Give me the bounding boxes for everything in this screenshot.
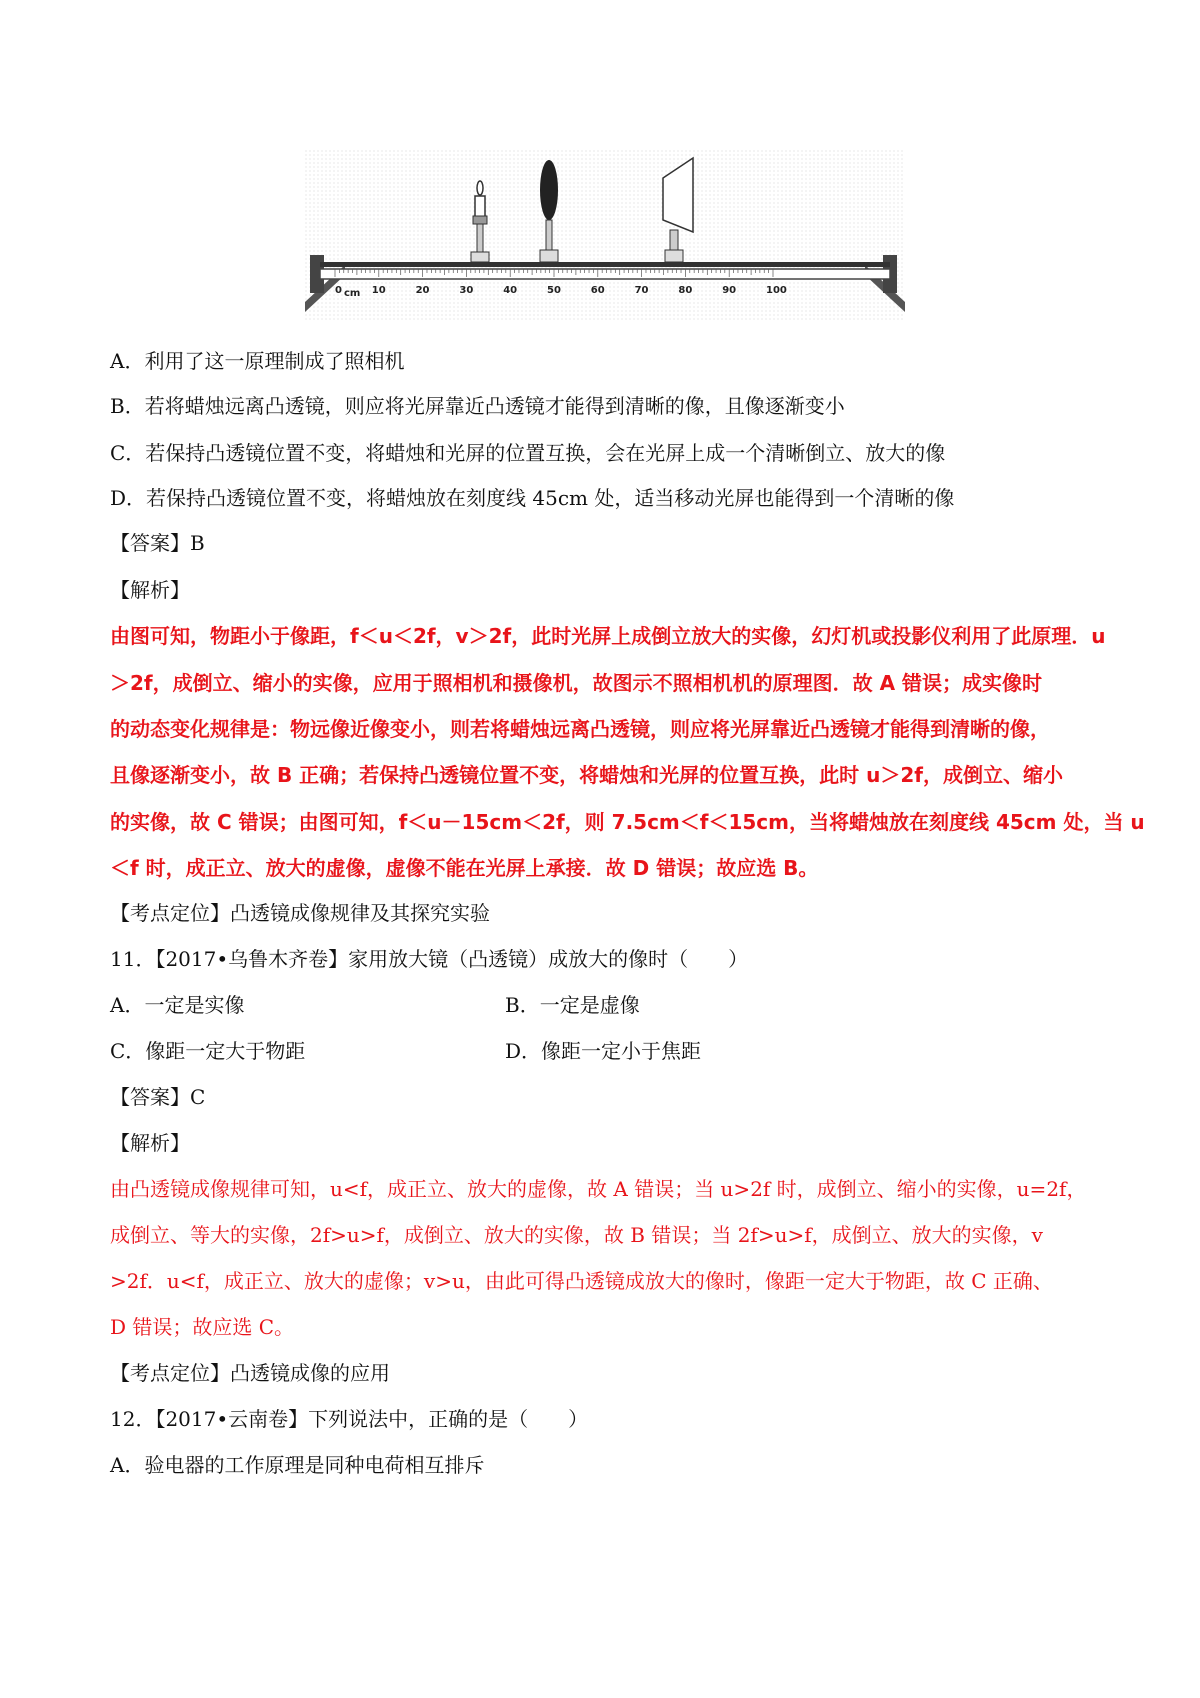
q10-option-d: D．若保持凸透镜位置不变，将蜡烛放在刻度线 45cm 处，适当移动光屏也能得到一个清晰的像 (110, 486, 955, 510)
q11-analysis-label: 【解析】 (110, 1131, 190, 1155)
ruler-tick-label: 70 (634, 285, 649, 296)
q11-analysis-line-2: 成倒立、等大的实像，2f>u>f，成倒立、放大的实像，故 B 错误；当 2f>u>f，成倒立、放大的实像，v (110, 1223, 1043, 1247)
q11-answer: 【答案】C (110, 1085, 206, 1109)
q11-analysis-line-4: D 错误；故应选 C。 (110, 1315, 295, 1339)
q11-kaodian: 【考点定位】凸透镜成像的应用 (110, 1361, 390, 1385)
q11-stem: 11．【2017•乌鲁木齐卷】家用放大镜（凸透镜）成放大的像时（ ） (110, 947, 749, 971)
q11-analysis-line-1: 由凸透镜成像规律可知，u<f，成正立、放大的虚像，故 A 错误；当 u>2f 时，成倒立、缩小的实像，u=2f， (110, 1177, 1087, 1201)
ruler-tick-label: 20 (415, 285, 430, 296)
q10-analysis-label: 【解析】 (110, 578, 190, 602)
q10-analysis-line-3: 的动态变化规律是：物远像近像变小，则若将蜡烛远离凸透镜，则应将光屏靠近凸透镜才能得到清晰的像， (110, 717, 1050, 741)
q11-options-row-2 (110, 1038, 1100, 1064)
q12-option-a: A．验电器的工作原理是同种电荷相互排斥 (110, 1453, 485, 1477)
q12-stem: 12．【2017•云南卷】下列说法中，正确的是（ ） (110, 1407, 589, 1431)
ruler-tick-label: 30 (459, 285, 474, 296)
ruler-tick-label: 50 (547, 285, 561, 296)
q10-kaodian: 【考点定位】凸透镜成像规律及其探究实验 (110, 901, 490, 925)
q10-analysis-line-5: 的实像，故 C 错误；由图可知，f＜u－15cm＜2f，则 7.5cm＜f＜15cm，当将蜡烛放在刻度线 45cm 处，当 u (110, 810, 1145, 834)
q11-option-d: D．像距一定小于焦距 (505, 1039, 702, 1063)
q11-option-b: B．一定是虚像 (505, 993, 640, 1017)
optical-bench-figure (305, 150, 905, 322)
optical-bench-diagram (305, 150, 905, 322)
ruler (320, 269, 890, 279)
ruler-tick-label: 90 (722, 285, 737, 296)
q10-option-b: B．若将蜡烛远离凸透镜，则应将光屏靠近凸透镜才能得到清晰的像，且像逐渐变小 (110, 394, 845, 418)
q11-option-a: A．一定是实像 (110, 993, 245, 1017)
ruler-tick-label: 60 (590, 285, 605, 296)
q10-answer: 【答案】B (110, 531, 205, 555)
ruler-tick-label: 10 (371, 285, 386, 296)
q10-analysis-line-4: 且像逐渐变小，故 B 正确；若保持凸透镜位置不变，将蜡烛和光屏的位置互换，此时 u＞2f，成倒立、缩小 (110, 763, 1063, 787)
q10-analysis-line-1: 由图可知，物距小于像距，f＜u＜2f，v＞2f，此时光屏上成倒立放大的实像，幻灯机或投影仪利用了此原理．u (110, 624, 1106, 648)
rail (320, 262, 890, 267)
q10-option-c: C．若保持凸透镜位置不变，将蜡烛和光屏的位置互换，会在光屏上成一个清晰倒立、放大的像 (110, 441, 946, 465)
ruler-tick-label: 80 (678, 285, 693, 296)
q11-analysis-line-3: >2f．u<f，成正立、放大的虚像；v>u，由此可得凸透镜成放大的像时，像距一定大于物距，故 C 正确、 (110, 1269, 1053, 1293)
ruler-unit-label: cm (344, 288, 361, 299)
ruler-tick-label: 100 (766, 285, 787, 296)
q10-option-a: A．利用了这一原理制成了照相机 (110, 349, 405, 373)
ruler-tick-label: 0 (335, 285, 342, 296)
q10-analysis-line-2: ＞2f，成倒立、缩小的实像，应用于照相机和摄像机，故图示不照相机机的原理图．故 A 错误；成实像时 (110, 671, 1043, 695)
ruler-tick-label: 40 (503, 285, 518, 296)
q11-option-c: C．像距一定大于物距 (110, 1039, 306, 1063)
q10-analysis-line-6: ＜f 时，成正立、放大的虚像，虚像不能在光屏上承接．故 D 错误；故应选 B。 (110, 856, 819, 880)
q11-options-row-1 (110, 992, 1100, 1018)
